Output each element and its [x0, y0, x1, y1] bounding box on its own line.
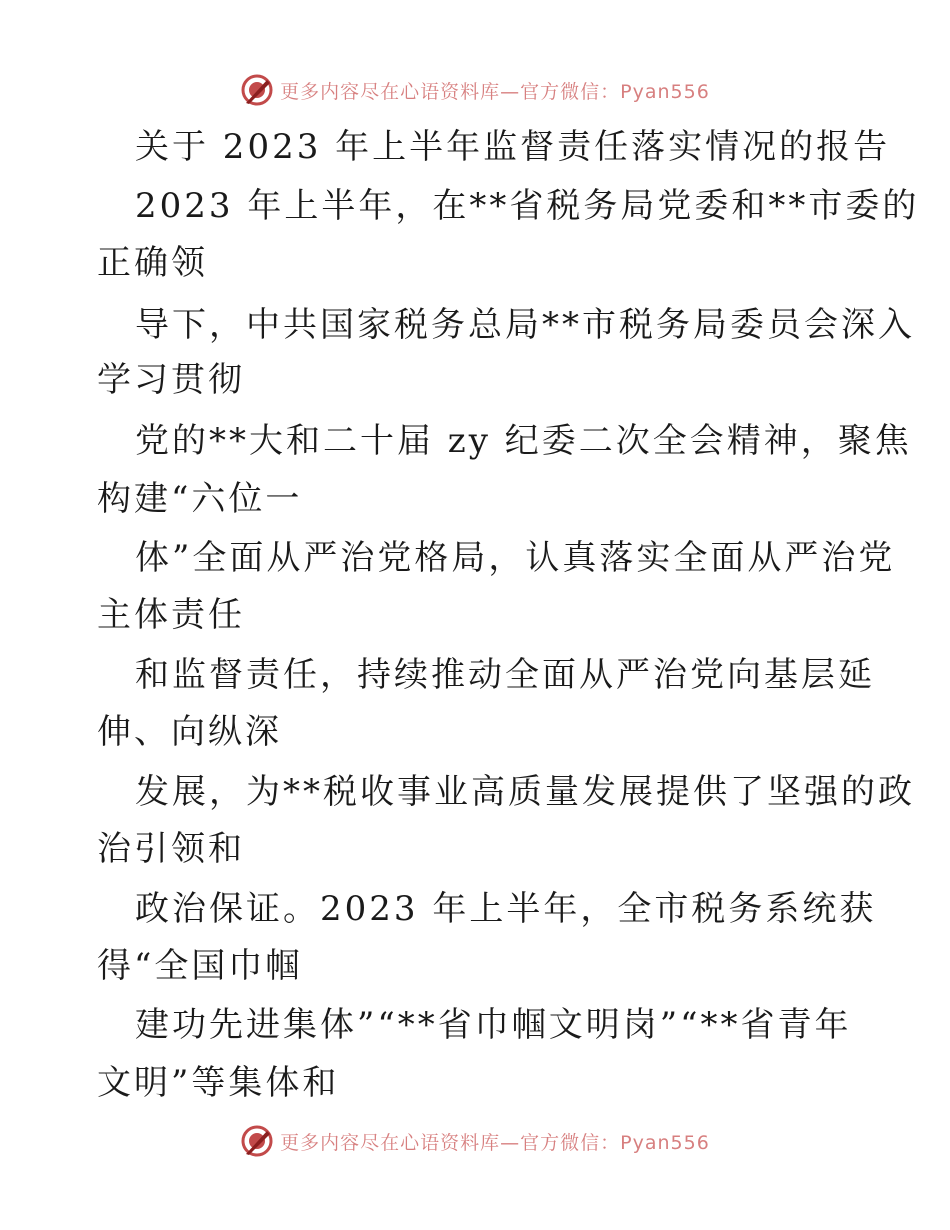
paragraph-line: 体”全面从严治党格局，认真落实全面从严治党 — [135, 538, 896, 578]
paragraph-line: 发展，为**税收事业高质量发展提供了坚强的政 — [135, 772, 915, 812]
paragraph-line: 建功先进集体”“**省巾帼文明岗”“**省青年 — [135, 1005, 852, 1045]
header-watermark-text: 更多内容尽在心语资料库—官方微信：Pyan556 — [280, 80, 710, 103]
paragraph-line: 治引领和 — [97, 829, 245, 869]
paragraph-line: 导下，中共国家税务总局**市税务局委员会深入 — [135, 305, 915, 345]
paragraph-line: 2023 年上半年，在**省税务局党委和**市委的 — [135, 186, 920, 226]
paragraph-line: 和监督责任，持续推动全面从严治党向基层延 — [135, 655, 875, 695]
footer-watermark-text: 更多内容尽在心语资料库—官方微信：Pyan556 — [280, 1131, 710, 1154]
paragraph-line: 得“全国巾帼 — [97, 946, 303, 986]
paragraph-line: 党的**大和二十届 zy 纪委二次全会精神，聚焦 — [135, 421, 912, 461]
quill-seal-icon — [240, 1124, 274, 1158]
paragraph-line: 政治保证。2023 年上半年，全市税务系统获 — [135, 889, 877, 929]
quill-seal-icon — [240, 73, 274, 107]
document-title: 关于 2023 年上半年监督责任落实情况的报告 — [135, 127, 891, 167]
paragraph-line: 主体责任 — [97, 595, 245, 635]
paragraph-line: 学习贯彻 — [97, 360, 245, 400]
footer-watermark — [0, 1121, 950, 1161]
header-watermark — [0, 70, 950, 110]
paragraph-line: 伸、向纵深 — [97, 712, 282, 752]
paragraph-line: 构建“六位一 — [97, 479, 303, 519]
paragraph-line: 正确领 — [97, 243, 208, 283]
paragraph-line: 文明”等集体和 — [97, 1063, 340, 1103]
